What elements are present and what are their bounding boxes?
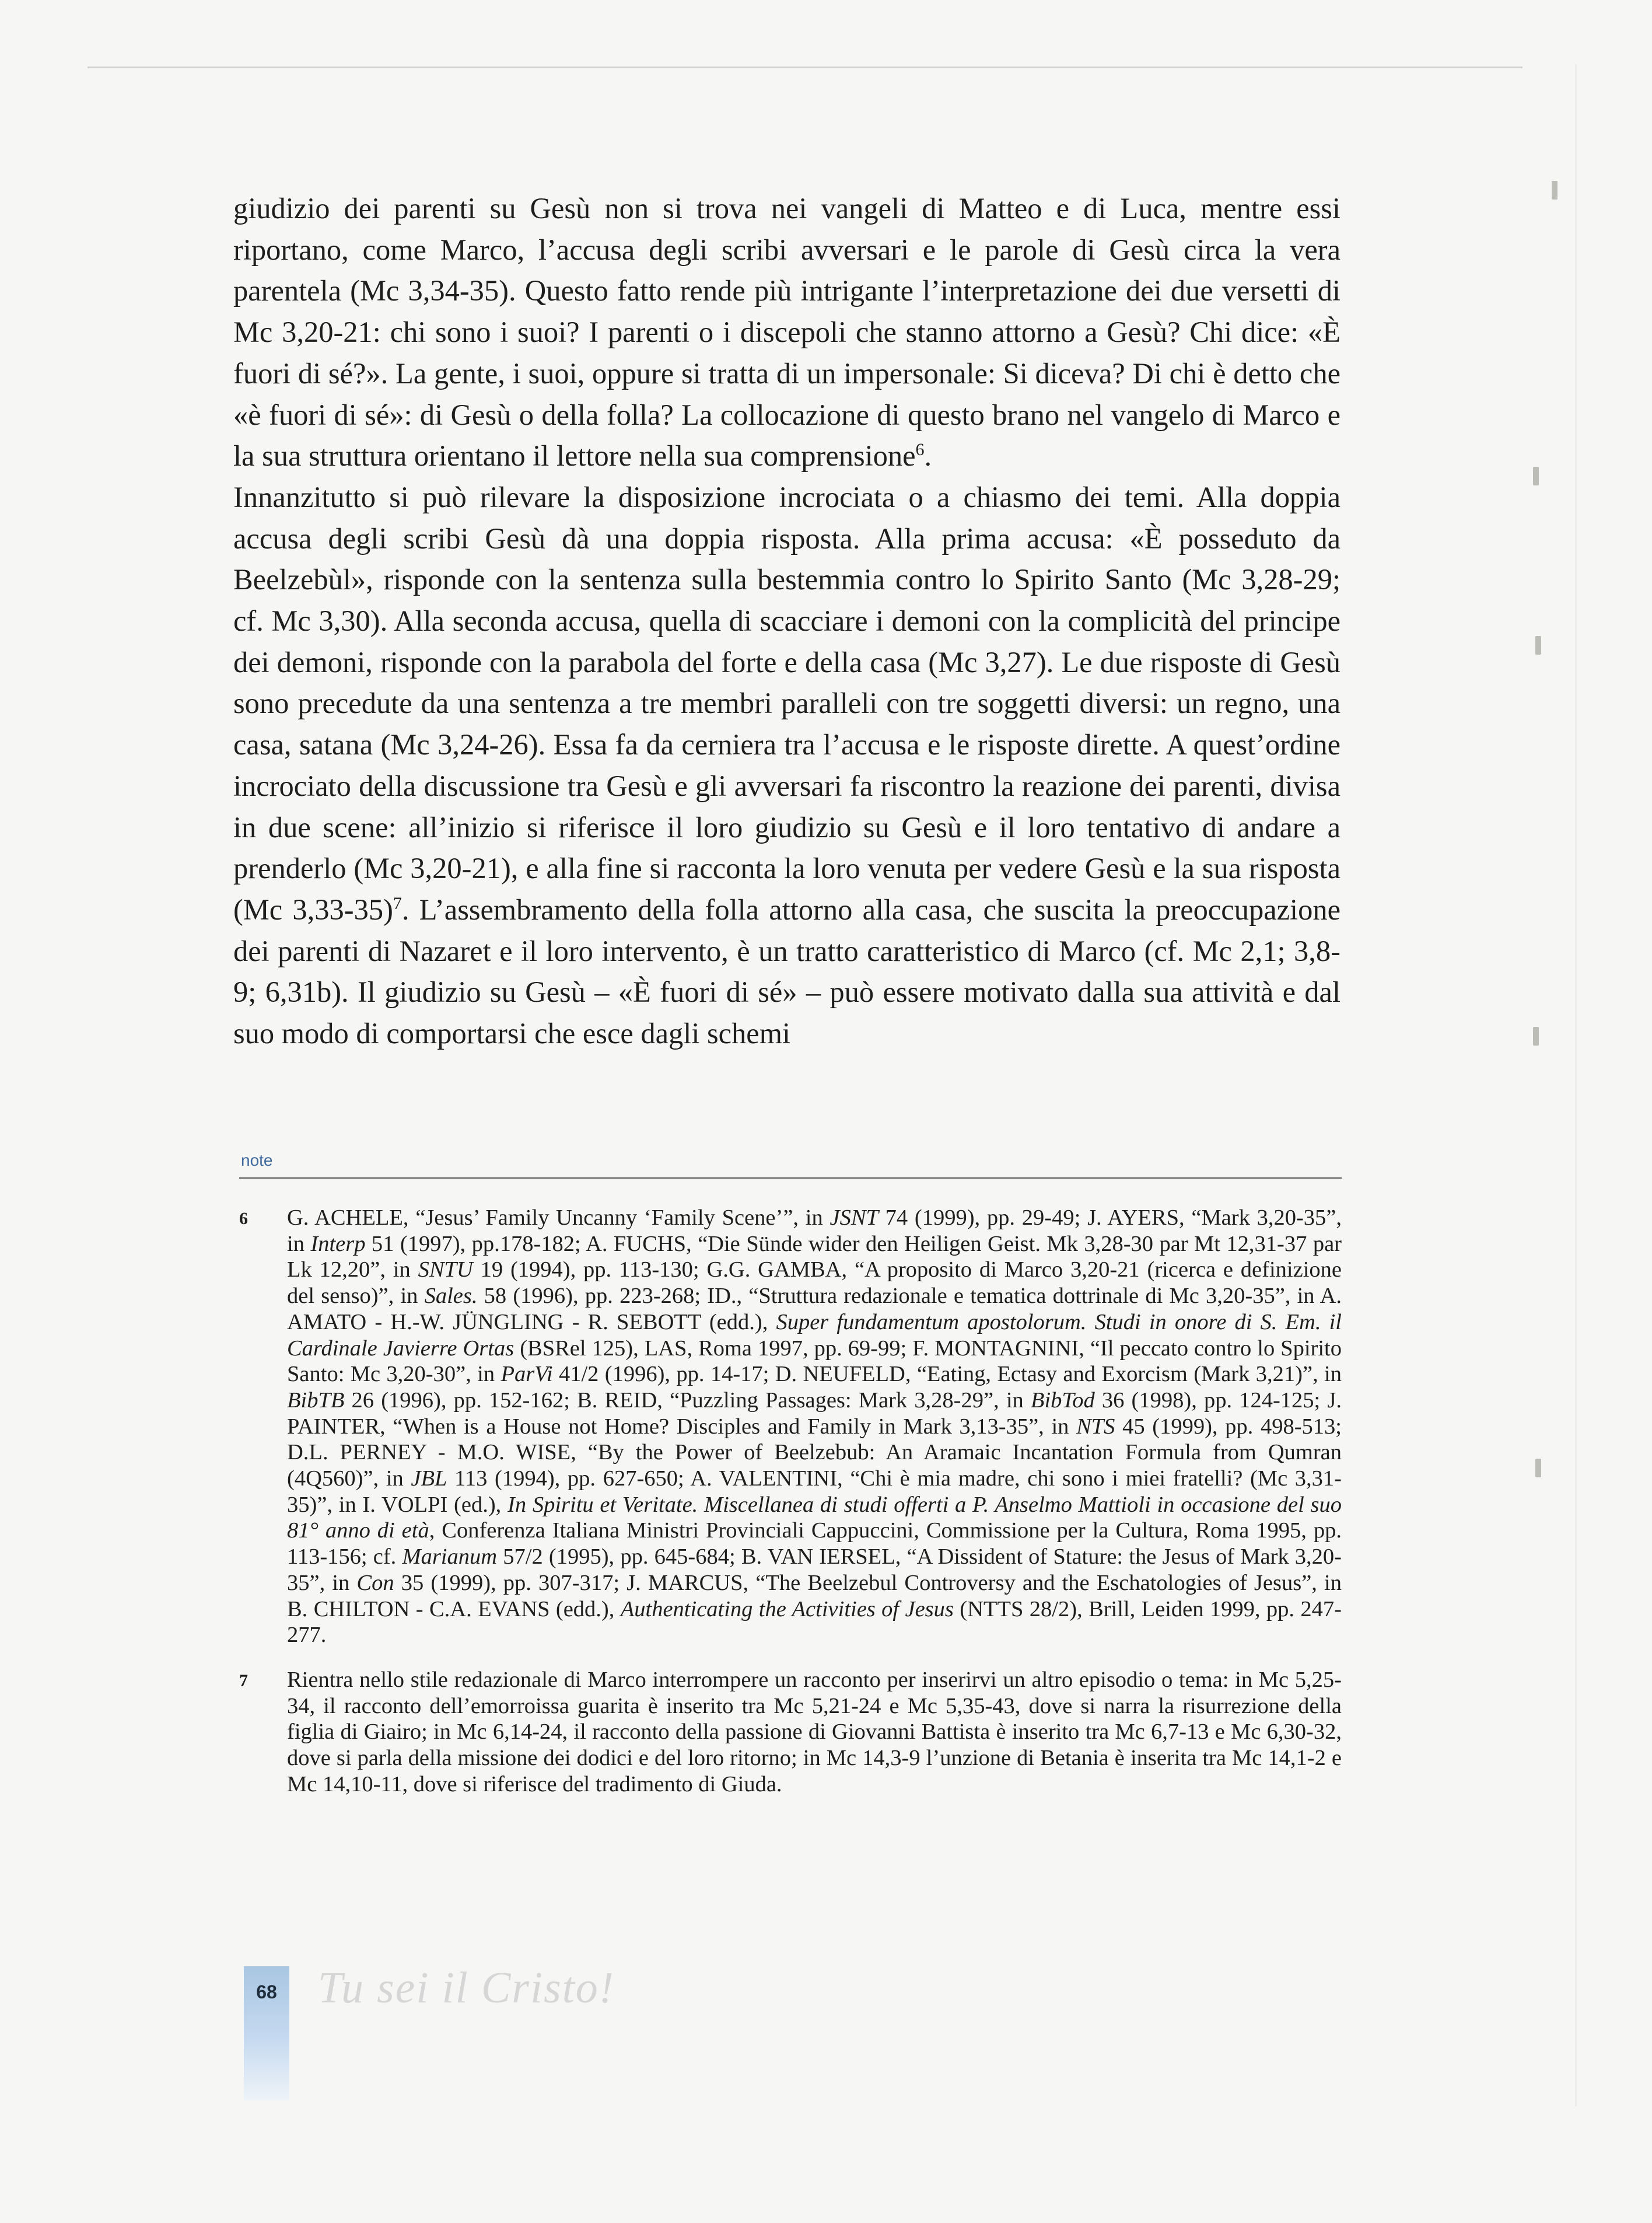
footnote [232, 1205, 1342, 1648]
edge-mark [1535, 1459, 1541, 1477]
edge-mark [1533, 467, 1539, 485]
edge-mark [1552, 181, 1558, 200]
body-paragraph: giudizio dei parenti su Gesù non si trova nei vangeli di Matteo e di Luca, mentre essi riportano, come Marco, l’accusa degli scribi avversari e le parole di Gesù circa la vera parentela (Mc 3,34-35). Questo fatto rende più intrigante l’interpretazione dei due versetti di Mc 3,20-21: chi sono i suoi? I parenti o i discepoli che stanno attorno a Gesù? Chi dice: «È fuori di sé?». La gente, i suoi, oppure si tratta di un impersonale: Si diceva? Di chi è detto che «è fuori di sé»: di Gesù o della folla? La collocazione di questo brano nel vangelo di Marco e la sua struttura orientano il lettore nella sua comprensione$^6$. Innanzitutto si può rilevare la disposizione incrociata o a chiasmo dei temi. Alla doppia accusa degli scribi Gesù dà una doppia risposta. Alla prima accusa: «È posseduto da Beelzebùl», risponde con la sentenza sulla bestemmia contro lo Spirito Santo (Mc 3,28-29; cf. Mc 3,30). Alla seconda accusa, quella di scacciare i demoni con la complicità del principe dei demoni, risponde con la parabola del forte e della casa (Mc 3,27). Le due risposte di Gesù sono precedute da una sentenza a tre membri paralleli con tre soggetti diversi: un regno, una casa, satana (Mc 3,24-26). Essa fa da cerniera tra l’accusa e le risposte dirette. A quest’ordine incrociato della discussione tra Gesù e gli avversari fa riscontro la reazione dei parenti, divisa in due scene: all’inizio si riferisce il loro giudizio su Gesù e il loro tentativo di andare a prenderlo (Mc 3,20-21), e alla fine si racconta la loro venuta per vedere Gesù e la sua risposta (Mc 3,33-35)$^7$. L’assembramento della folla attorno alla casa, che suscita la preoccupazione dei parenti di Nazaret e il loro intervento, è un tratto caratteristico di Marco (cf. Mc 2,1; 3,8-9; 6,31b). Il giudizio su Gesù – «È fuori di sé» – può essere motivato dalla sua attività e dal suo modo di comportarsi che esce dagli schemi [233, 192, 1340, 1050]
footnote-text: Rientra nello stile redazionale di Marco interrompere un racconto per inserirvi un altro episodio o tema: in Mc 5,25-34, il racconto dell’emorroissa guarita è inserito tra Mc 5,21-24 e Mc 5,35-43, dove si narra la risurrezione della figlia di Giairo; in Mc 6,14-24, il racconto della passione di Giovanni Battista è inserito tra Mc 6,7-13 e Mc 6,30-32, dove si parla della missione dei dodici e del loro ritorno; in Mc 14,3-9 l’unzione di Betania è inserita tra Mc 14,1-2 e Mc 14,10-11, dove si riferisce del tradimento di Giuda. [287, 1667, 1342, 1796]
notes-label: note [241, 1151, 273, 1169]
footnotes [232, 1205, 1342, 1797]
body-text [233, 188, 1340, 1054]
page-right-edge [1575, 64, 1577, 2106]
edge-mark [1533, 1027, 1539, 1046]
footnote-number: 7 [239, 1670, 248, 1690]
page-top-edge [88, 67, 1522, 68]
footnote-number: 6 [239, 1209, 248, 1228]
page-number: 68 [256, 1981, 277, 2002]
footnote-text: G. ACHELE, “Jesus’ Family Uncanny ‘Family Scene’”, in JSNT 74 (1999), pp. 29-49; J. AYERS, “Mark 3,20-35”, in Interp 51 (1997), pp.178-182; A. FUCHS, “Die Sünde wider den Heiligen Geist. Mk 3,28-30 par Mt 12,31-37 par Lk 12,20”, in SNTU 19 (1994), pp. 113-130; G.G. GAMBA, “A proposito di Marco 3,20-21 (ricerca e definizione del senso)”, in Sales. 58 (1996), pp. 223-268; ID., “Struttura redazionale e tematica dottrinale di Mc 3,20-35”, in A. AMATO - H.-W. JÜNGLING - R. SEBOTT (edd.), Super fundamentum apostolorum. Studi in onore di S. Em. il Cardinale Javierre Ortas (BSRel 125), LAS, Roma 1997, pp. 69-99; F. MONTAGNINI, “Il peccato contro lo Spirito Santo: Mc 3,20-30”, in ParVi 41/2 (1996), pp. 14-17; D. NEUFELD, “Eating, Ectasy and Exorcism (Mark 3,21)”, in BibTB 26 (1996), pp. 152-162; B. REID, “Puzzling Passages: Mark 3,28-29”, in BibTod 36 (1998), pp. 124-125; J. PAINTER, “When is a House not Home? Disciples and Family in Mark 3,13-35”, in NTS 45 (1999), pp. 498-513; D.L. PERNEY - M.O. WISE, “By the Power of Beelzebub: An Aramaic Incantation Formula from Qumran (4Q560)”, in JBL 113 (1994), pp. 627-650; A. VALENTINI, “Chi è mia madre, chi sono i miei fratelli? (Mc 3,31-35)”, in I. VOLPI (ed.), In Spiritu et Veritate. Miscellanea di studi offerti a P. Anselmo Mattioli in occasione del suo 81° anno di età, Conferenza Italiana Ministri Provinciali Cappuccini, Commissione per la Cultura, Roma 1995, pp. 113-156; cf. Marianum 57/2 (1995), pp. 645-684; B. VAN IERSEL, “A Dissident of Stature: the Jesus of Mark 3,20-35”, in Con 35 (1999), pp. 307-317; J. MARCUS, “The Beelzebul Controversy and the Eschatologies of Jesus”, in B. CHILTON - C.A. EVANS (edd.), Authenticating the Activities of Jesus (NTTS 28/2), Brill, Leiden 1999, pp. 247-277. [287, 1205, 1342, 1648]
running-title: Tu sei il Cristo! [318, 1963, 615, 2012]
notes-divider [239, 1177, 1342, 1179]
footnote [232, 1667, 1342, 1798]
edge-mark [1535, 636, 1541, 655]
